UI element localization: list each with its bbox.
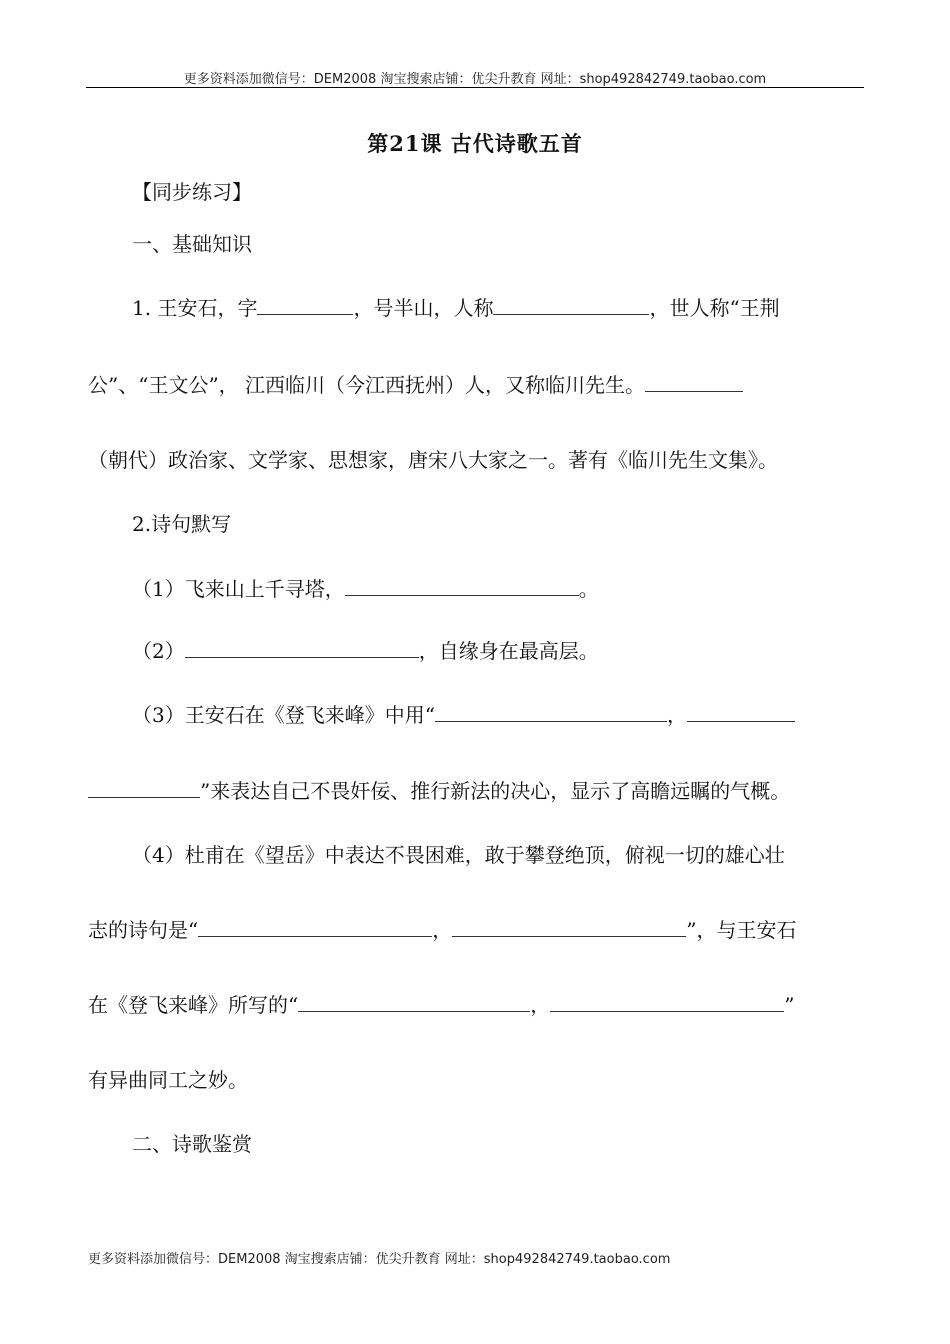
q2-part3-line2 [88,777,790,805]
blank-title[interactable] [493,294,649,315]
q2-p4-text-e: 在《登飞来峰》所写的“ [88,993,299,1017]
blank-courtesy-name[interactable] [257,294,353,315]
page-header: 更多资料添加微信号：DEM2008 淘宝搜索店铺：优尖升教育 网址：shop492842749.taobao.com [183,72,767,87]
blank-2-4a[interactable] [198,916,432,937]
blank-2-1[interactable] [345,575,579,596]
q1-line1 [132,294,780,322]
blank-dynasty[interactable] [645,371,743,392]
practice-heading: 【同步练习】 [132,180,252,204]
blank-2-4c[interactable] [298,991,530,1012]
q2-part4-line2 [88,916,796,944]
section-basic-knowledge: 一、基础知识 [132,232,252,256]
q2-p2-text-b: ，自缘身在最高层。 [418,639,599,663]
blank-2-2[interactable] [185,637,419,658]
blank-2-4b[interactable] [452,916,686,937]
header-divider [86,87,864,88]
q2-heading: 2.诗句默写 [132,512,232,536]
q2-p1-text-b: 。 [578,577,599,601]
q2-p3-text-a: （3）王安石在《登飞来峰》中用“ [132,703,435,727]
q2-part4-line1: （4）杜甫在《望岳》中表达不畏困难，敢于攀登绝顶，俯视一切的雄心壮 [132,843,785,867]
q1-line3: （朝代）政治家、文学家、思想家，唐宋八大家之一。著有《临川先生文集》。 [88,448,778,472]
q2-p3-text-b: ， [666,703,687,727]
q1-text-a: 1. 王安石，字 [132,296,258,320]
blank-2-3a[interactable] [435,701,667,722]
q1-text-c: ，世人称“王荆 [649,296,780,320]
section-poetry-appreciation: 二、诗歌鉴赏 [132,1132,252,1156]
q2-p4-text-g: ” [784,993,795,1017]
q1-text-d: 公”、“王文公”， 江西临川（今江西抚州）人，又称临川先生。 [88,373,646,397]
blank-2-3b-start[interactable] [687,701,795,722]
q2-p1-text-a: （1）飞来山上千寻塔， [132,577,345,601]
blank-2-4d[interactable] [550,991,784,1012]
q2-p2-text-a: （2） [132,639,185,663]
q2-part1 [132,575,599,603]
page-footer: 更多资料添加微信号：DEM2008 淘宝搜索店铺：优尖升教育 网址：shop492842749.taobao.com [88,1252,671,1267]
q2-p4-text-d: ”，与王安石 [686,918,797,942]
blank-2-3b-end[interactable] [88,777,200,798]
page-title: 第21课 古代诗歌五首 [367,131,583,156]
q2-part2 [132,637,599,665]
q2-part4-line4: 有异曲同工之妙。 [88,1068,248,1092]
q2-p4-text-b: 志的诗句是“ [88,918,199,942]
q1-line2 [88,371,743,399]
q2-part3-line1 [132,701,795,729]
q1-text-b: ，号半山，人称 [353,296,494,320]
q2-p4-text-f: ， [530,993,551,1017]
q2-p4-text-c: ， [432,918,453,942]
q2-p3-text-c: ”来表达自己不畏奸佞、推行新法的决心，显示了高瞻远瞩的气概。 [200,779,791,803]
q2-part4-line3 [88,991,794,1019]
